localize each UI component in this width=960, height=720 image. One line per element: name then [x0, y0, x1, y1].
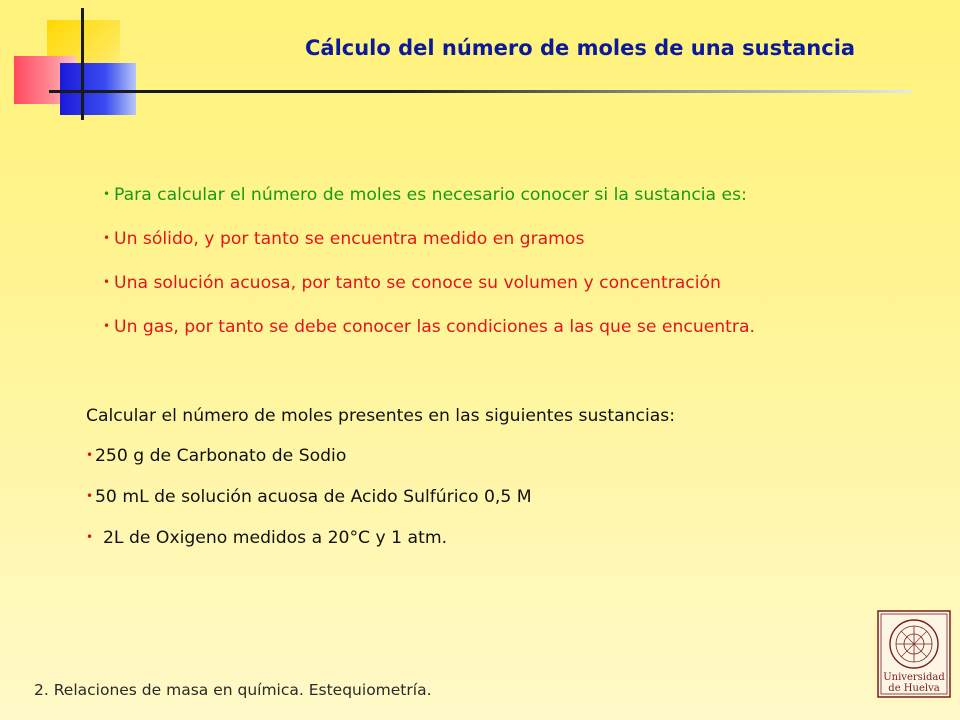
exercise-item	[86, 446, 675, 487]
exercise-item	[86, 487, 675, 528]
bullet-text: Un gas, por tanto se debe conocer las condiciones a las que se encuentra.	[114, 317, 755, 337]
blue-square	[60, 63, 136, 115]
bullet-text: Un sólido, y por tanto se encuentra medido en gramos	[114, 229, 585, 249]
exercise-text: 250 g de Carbonato de Sodio	[95, 446, 347, 466]
vertical-rule	[81, 8, 84, 120]
seal-line-1: Universidad	[883, 672, 945, 683]
exercise-text: 2L de Oxigeno medidos a 20°C y 1 atm.	[103, 528, 448, 548]
exercise-intro: Calcular el número de moles presentes en las siguientes sustancias:	[86, 406, 676, 426]
exercise-text: 50 mL de solución acuosa de Acido Sulfúrico 0,5 M	[95, 487, 532, 507]
seal-line-2: de Huelva	[888, 683, 940, 694]
bullet-marker: •	[86, 448, 94, 462]
exercise-block	[86, 406, 675, 569]
bullet-marker: •	[103, 275, 111, 289]
university-seal-icon	[877, 610, 951, 698]
bullet-text: Una solución acuosa, por tanto se conoce su volumen y concentración	[114, 273, 721, 293]
bullet-marker: •	[86, 530, 94, 544]
title-underline	[49, 90, 911, 93]
slide-footer: 2. Relaciones de masa en química. Estequiometría.	[34, 681, 432, 699]
bullet-marker: •	[103, 319, 111, 333]
bullet-marker: •	[86, 489, 94, 503]
exercise-item	[86, 528, 675, 569]
bullet-marker: •	[103, 231, 111, 245]
slide-title: Cálculo del número de moles de una sustancia	[305, 36, 856, 60]
bullet-marker: •	[103, 187, 111, 201]
bullet-text: Para calcular el número de moles es necesario conocer si la sustancia es:	[114, 185, 747, 205]
